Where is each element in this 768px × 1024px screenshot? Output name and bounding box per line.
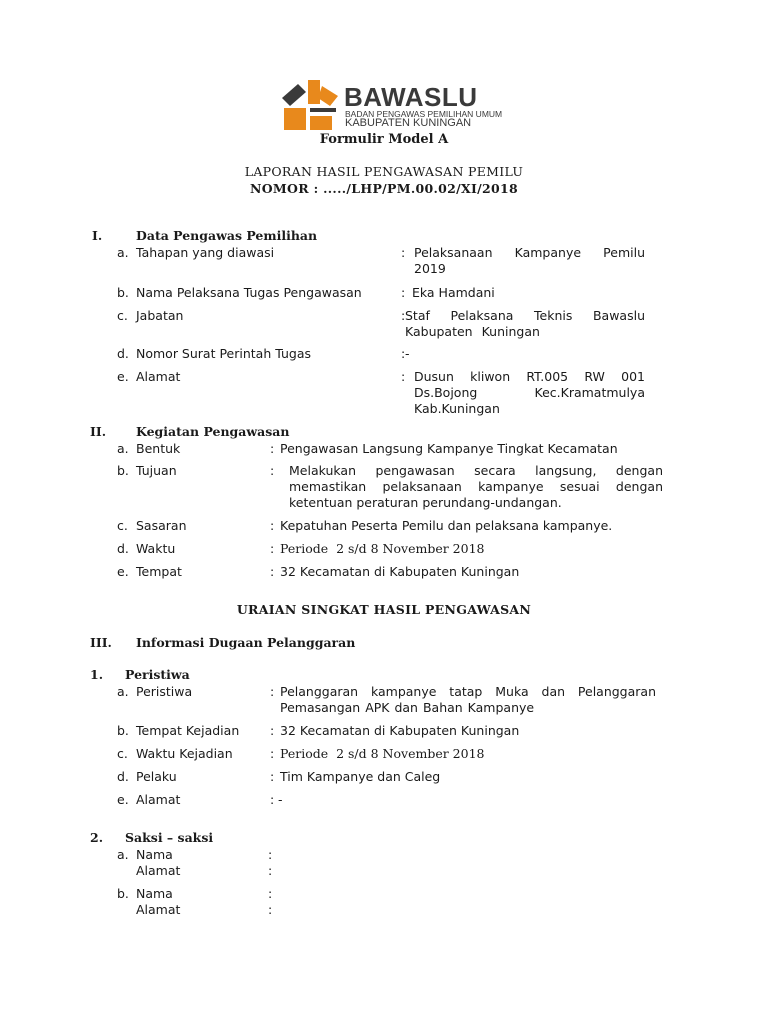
item-value: 32 Kecamatan di Kabupaten Kuningan xyxy=(280,723,520,738)
section-3-heading: Informasi Dugaan Pelanggaran xyxy=(136,635,356,650)
item-label: Jabatan xyxy=(136,308,184,323)
item-label: Pelaku xyxy=(136,769,177,784)
item-label: Alamat xyxy=(136,369,181,384)
summary-title: URAIAN SINGKAT HASIL PENGAWASAN xyxy=(236,602,532,617)
brand-name: BAWASLU xyxy=(344,82,478,112)
witness-address-label: Alamat xyxy=(136,902,181,917)
report-number: NOMOR : ...../LHP/PM.00.02/XI/2018 xyxy=(249,181,519,196)
item-label: Tempat xyxy=(136,564,182,579)
form-title: Formulir Model A xyxy=(319,132,449,147)
item-value: - xyxy=(405,346,410,361)
item-value: Periode 2 s/d 8 November 2018 xyxy=(280,746,485,761)
item-label: Tujuan xyxy=(136,463,177,478)
item-label: Alamat xyxy=(136,792,181,807)
section-1-number: I. xyxy=(92,228,103,243)
report-title: LAPORAN HASIL PENGAWASAN PEMILU xyxy=(244,164,524,179)
brand-subtitle-2: KABUPATEN KUNINGAN xyxy=(345,117,472,129)
part-1-number: 1. xyxy=(90,667,104,682)
item-value: Melakukan pengawasan secara langsung, dengan memastikan pelaksanaan kampanye sesuai dengan ketentuan peraturan perundang-undangan. xyxy=(289,463,663,510)
item-value: - xyxy=(278,792,283,807)
item-value: Periode 2 s/d 8 November 2018 xyxy=(280,541,485,556)
item-label: Nama Pelaksana Tugas Pengawasan xyxy=(136,285,362,300)
section-2-number: II. xyxy=(90,424,107,439)
item-label: Waktu xyxy=(136,541,176,556)
section-1-heading: Data Pengawas Pemilihan xyxy=(136,228,318,243)
item-label: Sasaran xyxy=(136,518,187,533)
brand-subtitle-1: BADAN PENGAWAS PEMILIHAN UMUM xyxy=(345,109,503,119)
item-value: Tim Kampanye dan Caleg xyxy=(280,769,441,784)
item-value: Kepatuhan Peserta Pemilu dan pelaksana kampanye. xyxy=(280,518,613,533)
item-value: Pengawasan Langsung Kampanye Tingkat Kecamatan xyxy=(280,441,618,456)
item-label: Nomor Surat Perintah Tugas xyxy=(136,346,312,361)
section-2-heading: Kegiatan Pengawasan xyxy=(136,424,290,439)
bawaslu-emblem-icon xyxy=(280,78,340,134)
witness-name-label: Nama xyxy=(136,886,173,901)
witness-name-label: Nama xyxy=(136,847,173,862)
item-value: Pelanggaran kampanye tatap Muka dan Pelanggaran Pemasangan APK dan Bahan Kampanye xyxy=(280,684,656,715)
item-label: Bentuk xyxy=(136,441,181,456)
item-value: Pelaksanaan Kampanye Pemilu 2019 xyxy=(414,245,645,276)
witness-address-label: Alamat xyxy=(136,863,181,878)
item-value: Eka Hamdani xyxy=(412,285,495,300)
part-1-heading: Peristiwa xyxy=(125,667,190,682)
item-label: Peristiwa xyxy=(136,684,193,699)
item-label: Tahapan yang diawasi xyxy=(136,245,275,260)
item-value: Dusun kliwon RT.005 RW 001 Ds.Bojong Kec.Kramatmulya Kab.Kuningan xyxy=(414,369,645,416)
item-value: Staf Pelaksana Teknis Bawaslu Kabupaten Kuningan xyxy=(405,308,645,339)
item-label: Tempat Kejadian xyxy=(136,723,240,738)
part-2-number: 2. xyxy=(90,830,104,845)
part-2-heading: Saksi – saksi xyxy=(125,830,214,845)
item-value: 32 Kecamatan di Kabupaten Kuningan xyxy=(280,564,520,579)
section-3-number: III. xyxy=(90,635,112,650)
item-label: Waktu Kejadian xyxy=(136,746,233,761)
